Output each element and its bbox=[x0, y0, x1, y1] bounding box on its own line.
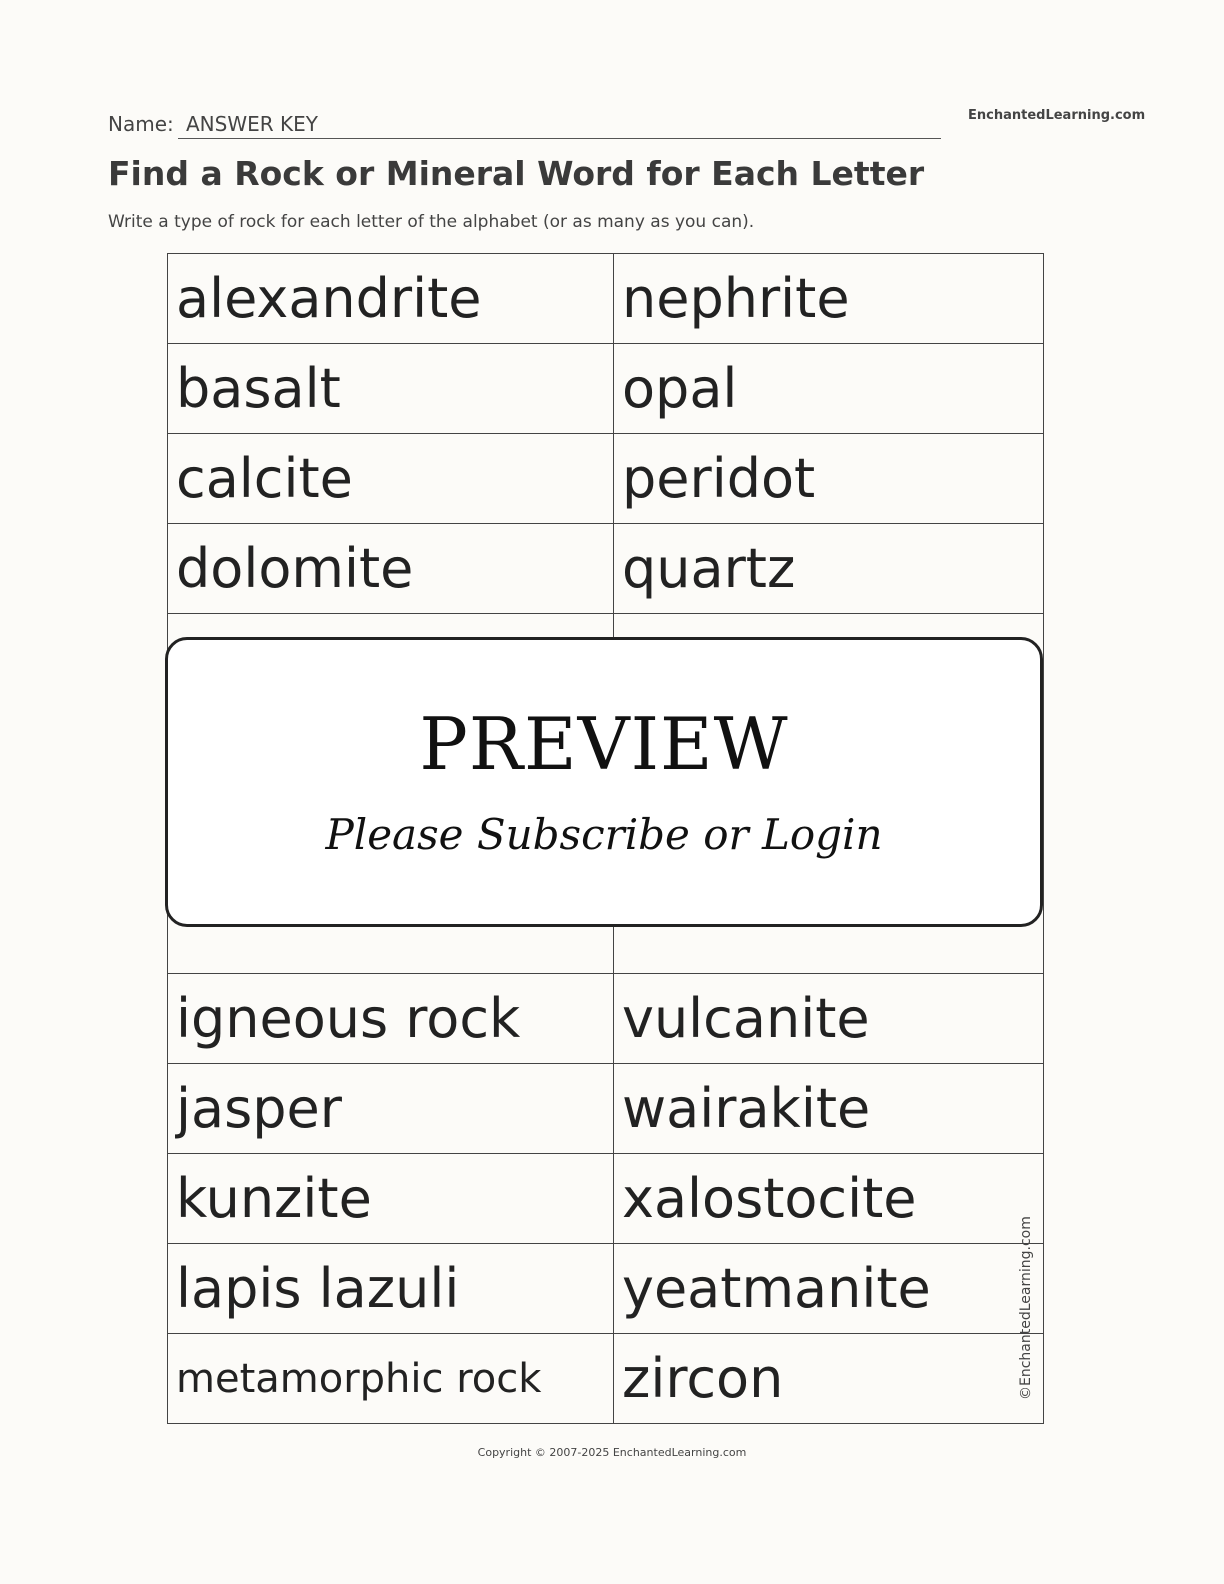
subscribe-login-prompt[interactable]: Please Subscribe or Login bbox=[325, 810, 883, 859]
brand-label: EnchantedLearning.com bbox=[968, 108, 1146, 123]
word-cell: kunzite bbox=[168, 1154, 614, 1244]
word-cell: wairakite bbox=[614, 1064, 1044, 1154]
preview-overlay[interactable] bbox=[165, 637, 1043, 927]
name-row bbox=[108, 108, 941, 140]
side-watermark: ©EnchantedLearning.com bbox=[1018, 1216, 1034, 1400]
word-cell: jasper bbox=[168, 1064, 614, 1154]
table-row bbox=[168, 524, 1044, 614]
table-row bbox=[168, 1064, 1044, 1154]
copyright-footer: Copyright © 2007-2025 EnchantedLearning.com bbox=[477, 1446, 747, 1459]
word-cell: nephrite bbox=[614, 254, 1044, 344]
table-row bbox=[168, 974, 1044, 1064]
word-cell: dolomite bbox=[168, 524, 614, 614]
word-cell: basalt bbox=[168, 344, 614, 434]
table-row bbox=[168, 1244, 1044, 1334]
word-cell: peridot bbox=[614, 434, 1044, 524]
table-row bbox=[168, 1334, 1044, 1424]
preview-title: PREVIEW bbox=[419, 702, 789, 786]
name-label: Name: bbox=[108, 112, 174, 136]
name-value: ANSWER KEY bbox=[186, 112, 318, 136]
word-cell: zircon bbox=[614, 1334, 1044, 1424]
word-cell: quartz bbox=[614, 524, 1044, 614]
word-cell: opal bbox=[614, 344, 1044, 434]
word-cell: yeatmanite bbox=[614, 1244, 1044, 1334]
table-row bbox=[168, 344, 1044, 434]
word-cell: alexandrite bbox=[168, 254, 614, 344]
name-field bbox=[178, 108, 941, 139]
table-row bbox=[168, 254, 1044, 344]
word-cell: lapis lazuli bbox=[168, 1244, 614, 1334]
table-row bbox=[168, 1154, 1044, 1244]
word-cell: xalostocite bbox=[614, 1154, 1044, 1244]
page-title: Find a Rock or Mineral Word for Each Letter bbox=[108, 154, 925, 193]
word-cell: vulcanite bbox=[614, 974, 1044, 1064]
word-cell: metamorphic rock bbox=[168, 1334, 614, 1424]
page-instructions: Write a type of rock for each letter of the alphabet (or as many as you can). bbox=[108, 212, 755, 232]
word-cell: calcite bbox=[168, 434, 614, 524]
word-cell: igneous rock bbox=[168, 974, 614, 1064]
table-row bbox=[168, 434, 1044, 524]
